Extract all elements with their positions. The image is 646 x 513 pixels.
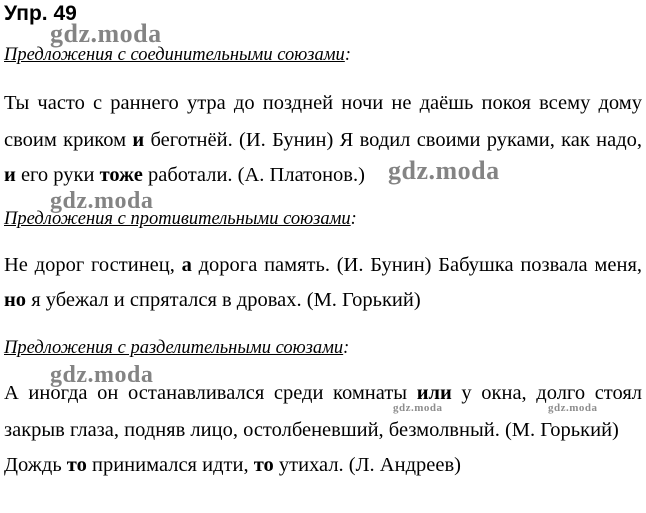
text-line: [4, 288, 421, 312]
text-fragment: своим криком: [4, 129, 133, 151]
section-heading-disjunctive: [4, 337, 349, 359]
text-line: [4, 91, 642, 115]
watermark: gdz.moda: [388, 156, 500, 185]
conjunction-word: то: [253, 454, 274, 476]
text-fragment: Не дорог гостинец,: [4, 254, 182, 276]
watermark: gdz.moda: [50, 362, 154, 388]
text-line: [4, 253, 642, 277]
text-fragment: Ты часто с раннего утра до поздней ночи не даёшь покоя всему дому: [4, 92, 642, 114]
section-heading-text: Предложения с соединительными союзами: [4, 45, 345, 65]
text-fragment: его руки: [15, 164, 100, 186]
conjunction-word: и: [4, 164, 16, 186]
watermark: gdz.moda: [393, 402, 443, 414]
section-heading-colon: :: [343, 338, 350, 358]
text-fragment: я убежал и спрятался в дровах. (М. Горький): [26, 289, 421, 311]
text-fragment: закрыв глаза, подняв лицо, остолбеневший, безмолвный. (М. Горький): [4, 419, 619, 441]
conjunction-word: а: [181, 254, 192, 276]
text-line: [4, 128, 642, 152]
conjunction-word: то: [66, 454, 87, 476]
text-fragment: беготнёй. (И. Бунин) Я водил своими руками, как надо,: [144, 129, 643, 151]
exercise-title: Упр. 49: [4, 2, 77, 25]
conjunction-word: но: [4, 289, 27, 311]
text-fragment: работали. (А. Платонов.): [142, 164, 365, 186]
text-fragment: А иногда он останавливался среди комнаты: [4, 382, 417, 404]
text-fragment: Дождь: [4, 454, 67, 476]
text-line: [4, 418, 619, 442]
text-fragment: дорога память. (И. Бунин) Бабушка позвала меня,: [191, 254, 643, 276]
watermark: gdz.moda: [548, 402, 598, 414]
text-line: [4, 163, 365, 187]
conjunction-word: тоже: [99, 164, 143, 186]
text-fragment: принимался идти,: [86, 454, 254, 476]
conjunction-word: или: [416, 382, 452, 404]
section-heading-colon: :: [344, 45, 351, 65]
text-line: [4, 453, 461, 477]
text-fragment: у окна, долго стоял: [451, 382, 642, 404]
section-heading-text: Предложения с противительными союзами: [4, 209, 351, 229]
text-fragment: утихал. (Л. Андреев): [273, 454, 461, 476]
conjunction-word: и: [132, 129, 145, 151]
watermark: gdz.moda: [50, 19, 162, 48]
watermark: gdz.moda: [50, 188, 154, 214]
section-heading-colon: :: [350, 209, 357, 229]
section-heading-text: Предложения с разделительными союзами: [4, 338, 344, 358]
